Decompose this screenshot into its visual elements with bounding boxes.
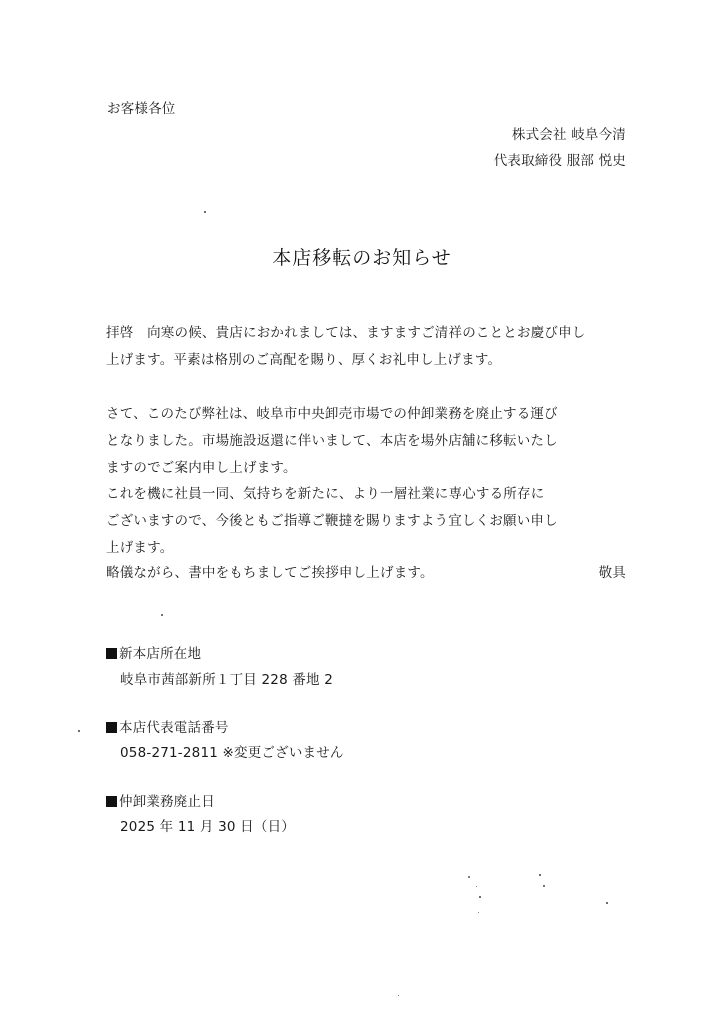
black-square-bullet-icon xyxy=(106,722,117,733)
detail-heading-closure-date xyxy=(106,790,215,810)
greeting-paragraph xyxy=(106,320,630,374)
closing-text: 略儀ながら、書中をもちましてご挨拶申し上げます。 xyxy=(106,565,434,581)
keigu-sign-off: 敬具 xyxy=(598,565,626,581)
paragraph-line: 上げます。平素は格別のご高配を賜り、厚くお礼申し上げます。 xyxy=(106,351,502,368)
detail-value-closure-date: 2025 年 11 月 30 日（日） xyxy=(120,819,295,835)
sender-company: 株式会社 岐阜今清 xyxy=(511,127,626,143)
paragraph-line: ますのでご案内申し上げます。 xyxy=(106,459,297,476)
body-paragraph xyxy=(106,401,630,562)
black-square-bullet-icon xyxy=(106,648,117,659)
detail-heading-phone xyxy=(106,716,229,736)
detail-heading-address xyxy=(106,642,201,662)
salutation: お客様各位 xyxy=(107,101,176,117)
paragraph-line: ございますので、今後ともご指導ご鞭撻を賜りますよう宜しくお願い申し xyxy=(106,513,558,530)
detail-heading-text: 仲卸業務廃止日 xyxy=(119,794,215,810)
detail-value-phone: 058-271-2811 ※変更ございません xyxy=(120,745,344,761)
paragraph-line: となりました。市場施設返還に伴いまして、本店を場外店舗に移転いたし xyxy=(106,432,558,449)
detail-heading-text: 新本店所在地 xyxy=(119,646,202,662)
sender-representative: 代表取締役 服部 悦史 xyxy=(493,153,626,169)
paragraph-line: これを機に社員一同、気持ちを新たに、より一層社業に専心する所存に xyxy=(106,486,545,503)
document-title: 本店移転のお知らせ xyxy=(272,247,452,269)
paragraph-line: 上げます。 xyxy=(106,539,174,556)
detail-heading-text: 本店代表電話番号 xyxy=(119,720,229,736)
closing-line xyxy=(106,561,626,581)
paragraph-line: さて、このたび弊社は、岐阜市中央卸売市場での仲卸業務を廃止する運び xyxy=(106,406,558,422)
paragraph-line: 拝啓 向寒の候、貴店におかれましては、ますますご清祥のこととお慶び申し xyxy=(106,325,586,341)
black-square-bullet-icon xyxy=(106,796,117,807)
detail-value-address: 岐阜市茜部新所１丁目 228 番地 2 xyxy=(120,672,334,688)
